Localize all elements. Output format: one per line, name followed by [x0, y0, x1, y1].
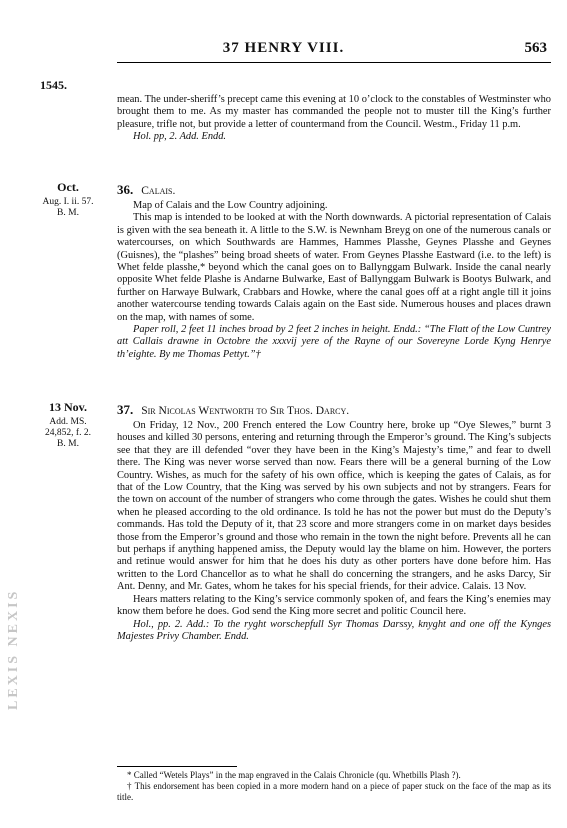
year-label: 1545. — [40, 78, 67, 92]
entry36-heading — [117, 182, 551, 198]
continuation-block — [117, 94, 551, 144]
entry37-paragraph-2: Hears matters relating to the King’s service commonly spoken of, and fears the King’s enemies may know them before he does. God send the King more secret and politic Council here. — [117, 593, 551, 618]
page-number: 563 — [524, 40, 547, 56]
entry37-ref-1: Add. MS. — [49, 417, 87, 427]
footnote-rule — [117, 766, 237, 767]
entry36-roll-note: Paper roll, 2 feet 11 inches broad by 2 feet 2 inches in height. Endd.: “The Flatt of the Low Cuntrey att Callais drawne in Octobre the xxxvij yere of the Rayne of our Sovereyne Lorde Kyng Henrye th’eighte. By me Thomas Pettyt.”† — [117, 324, 551, 360]
entry37-number: 37. — [117, 402, 134, 417]
entry36-ref-1: Aug. I. ii. 57. — [42, 197, 94, 207]
running-header: 37 HENRY VIII. — [222, 40, 345, 56]
entry37-heading — [117, 402, 551, 418]
watermark: LEXIS NEXIS — [6, 588, 21, 710]
entry37-body — [117, 420, 551, 643]
entry36-ref-2: B. M. — [57, 208, 79, 218]
entry37-endorsement: Hol., pp. 2. Add.: To the ryght worschepfull Syr Thomas Darssy, knyght and one off the Kynges Majestes Privy Chamber. Endd. — [117, 618, 551, 642]
entry36-number: 36. — [117, 182, 134, 197]
entry36-month: Oct. — [57, 180, 79, 194]
entry37-ref-2: 24,852, f. 2. — [45, 428, 91, 438]
entry37-ref-3: B. M. — [57, 439, 79, 449]
entry37-date: 13 Nov. — [48, 400, 87, 414]
entry37-margin — [28, 402, 108, 450]
footnotes — [117, 770, 551, 803]
entry36-title: Calais. — [141, 185, 176, 197]
continuation-text: mean. The under-sheriff’s precept came this evening at 10 o’clock to the constables of Westminster who brought them to me. As my master has commanded the people not to muster till the King’s further pleasure, trifle not, but provide a letter of countermand from the Council. Westm., Friday 11 p.m. — [117, 94, 551, 130]
entry37-title: Sir Nicolas Wentworth to Sir Thos. Darcy. — [141, 405, 350, 417]
entry36-body — [117, 200, 551, 361]
entry37-paragraph-1: On Friday, 12 Nov., 200 French entered the Low Country here, broke up “Oye Slewes,” burnt 3 houses and killed 30 persons, entering and returning through the Emperor’s ground. The King’s subjects see that they are ill defended “over they have been in the King’s Majesty’s time,” and fear to dwell there. The King was never worse served than now. Fears there will be a general burning of the Low Country. Wishes, as much for the safety of his own office, which is keeping the gates of Calais, as for that of the Low Country, that the King was served by his own subjects and not by strangers. Fears for the town on account of the number of strangers who come through the gates. Wishes he could shut them when he pleased according to the old ordinance. Is told he has not the power but must do the Deputy’s commands. Has told the Deputy of it, that 23 score and more strangers come in on market days besides those from the Emperor’s ground and those who remain in the town the night before. Prevents all he can but perhaps if anything happened amiss, the Deputy would lay the blame on him. However, the porters and retinue would answer for him that he does his duty as other porters have done before him. Has written to the Lord Chancellor as to what he shall do concerning the strangers, and he asks Darcy, Sir Ant. Denny, and Mr. Gates, whom he takes for his special friends, for their advice. Calais. 13 Nov. — [117, 420, 551, 593]
continuation-endorsement: Hol. pp, 2. Add. Endd. — [133, 131, 227, 143]
footnote-1: * Called “Wetels Plays” in the map engraved in the Calais Chronicle (qu. Whetbills Plash ?). — [127, 770, 461, 780]
footnote-2: † This endorsement has been copied in a more modern hand on a piece of paper stuck on the face of the map as its title. — [117, 781, 551, 802]
header-rule — [117, 62, 551, 63]
entry36-subtitle: Map of Calais and the Low Country adjoining. — [133, 200, 328, 211]
entry36-margin — [28, 182, 108, 219]
entry36-paragraph: This map is intended to be looked at with the North downwards. A pictorial representation of Calais is given with the sea beneath it. A little to the S.W. is Newnham Breyg on one of the numerous canals or watercourses, on which Southwards are Hammes, Hammes Plasshe, Geynes Plasshe and Geynes (Guisnes), the “plashes” being broad sheets of water. From Geynes Plasshe Eastward (i.e. to the left) is Whet felde plasshe,* beyond which the canal goes on to Ballynggam Bulwark. Inside the canal nearly opposite Whet felde Plashe is Andarne Bulwarke, East of Ballynggam Bulwark is Bootys Bulwark, and further on Harwaye Bulwark, Crabbars and Howke, where the canal goes off at a right angle till it joins another watercourse tending towards Calais again on the East side. Numerous houses and places drawn on the map, with names of some. — [117, 212, 551, 323]
